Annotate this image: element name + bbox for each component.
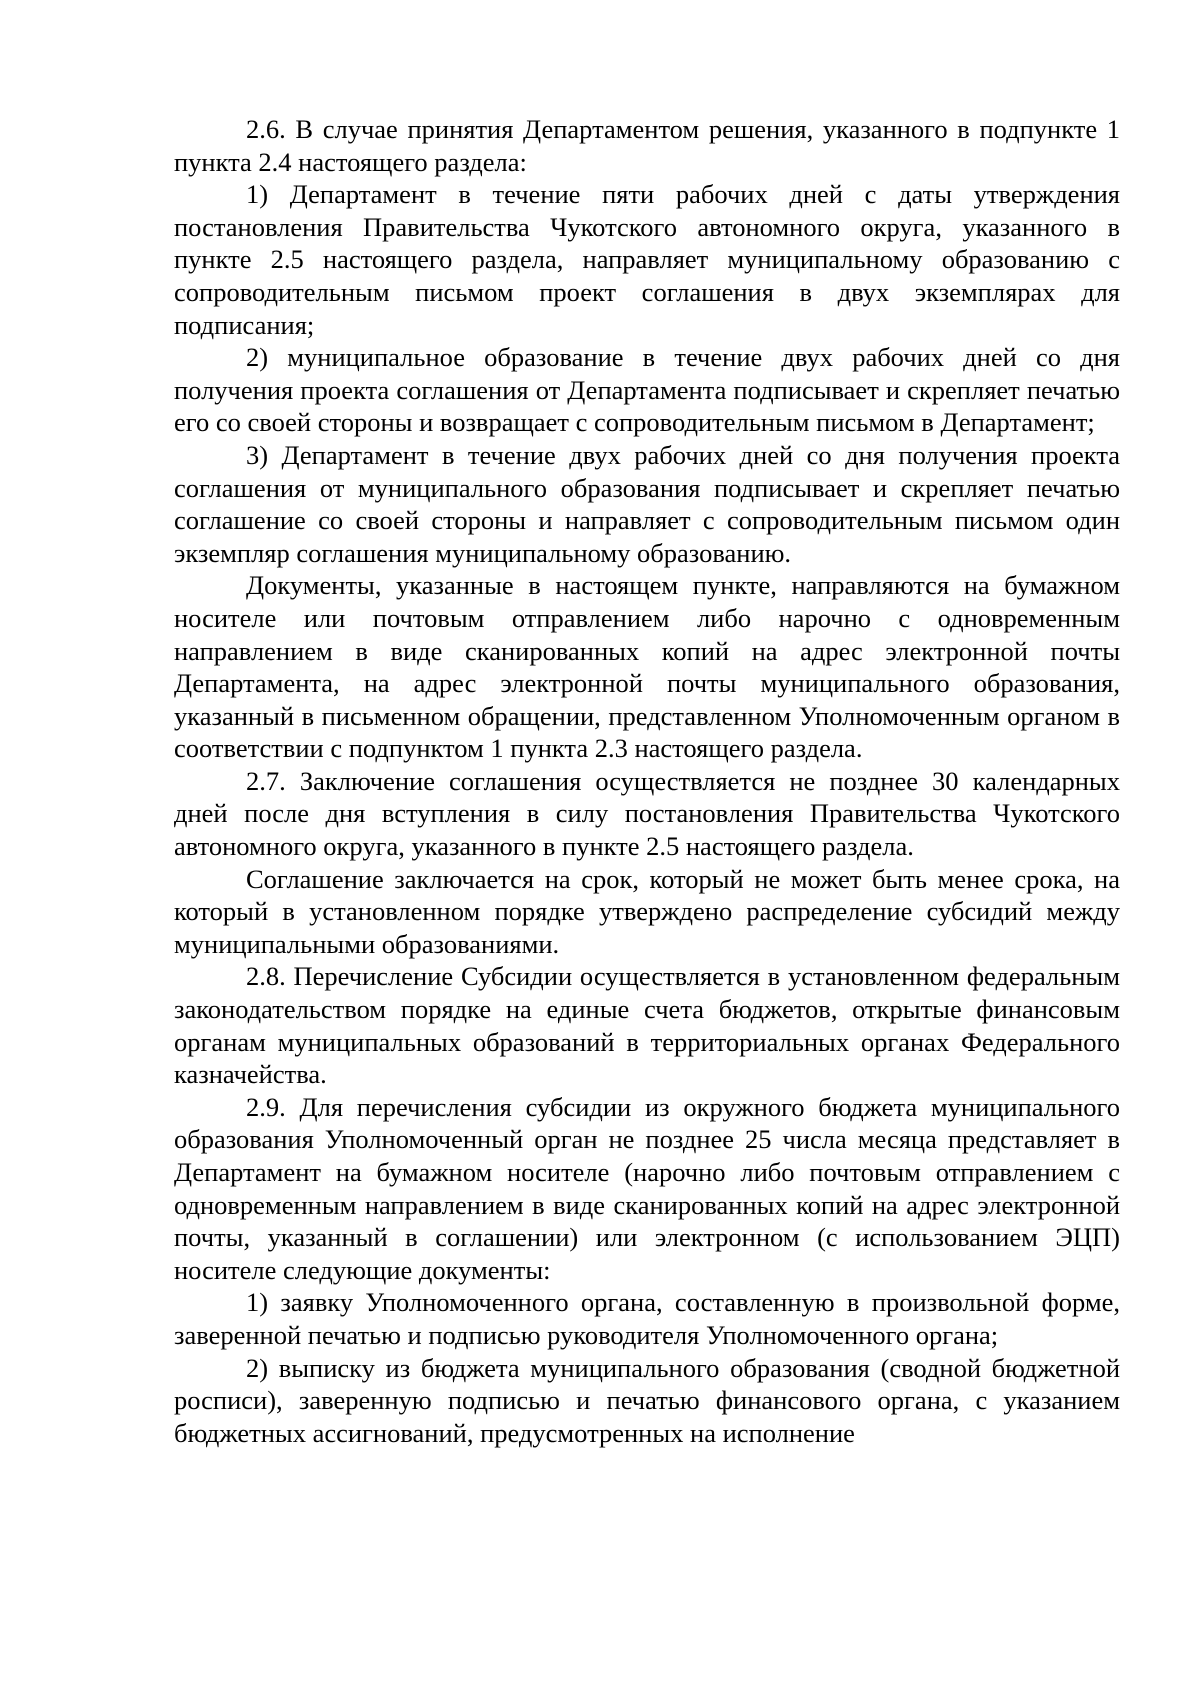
paragraph-2-9-item-1: 1) заявку Уполномоченного органа, составленную в произвольной форме, заверенной печатью и подписью руководителя Уполномоченного органа; xyxy=(174,1287,1120,1350)
paragraph-2-6-item-2: 2) муниципальное образование в течение двух рабочих дней со дня получения проекта соглашения от Департамента подписывает и скрепляет печатью его со своей стороны и возвращает с сопроводительным письмом в Департамент; xyxy=(174,342,1120,438)
paragraph-2-7: 2.7. Заключение соглашения осуществляется не позднее 30 календарных дней после дня вступления в силу постановления Правительства Чукотского автономного округа, указанного в пункте 2.5 настоящего раздела. xyxy=(174,765,1120,862)
paragraph-agreement-term: Соглашение заключается на срок, который не может быть менее срока, на который в установленном порядке утверждено распределение субсидий между муниципальными образованиями. xyxy=(174,863,1120,959)
paragraph-2-6-item-3: 3) Департамент в течение двух рабочих дней со дня получения проекта соглашения от муниципального образования подписывает и скрепляет печатью соглашение со своей стороны и направляет с сопроводительным письмом один экземпляр соглашения муниципальному образованию. xyxy=(174,439,1120,568)
paragraph-2-8: 2.8. Перечисление Субсидии осуществляется в установленном федеральным законодательством порядке на единые счета бюджетов, открытые финансовым органам муниципальных образований в территориальных органах Федерального казначейства. xyxy=(174,961,1120,1090)
paragraph-2-9-item-2: 2) выписку из бюджета муниципального образования (сводной бюджетной росписи), заверенную подписью и печатью финансового органа, с указанием бюджетных ассигнований, предусмотренных на исполнение xyxy=(174,1352,1120,1448)
paragraph-2-6-item-1: 1) Департамент в течение пяти рабочих дней с даты утверждения постановления Правительства Чукотского автономного округа, указанного в пункте 2.5 настоящего раздела, направляет муниципальному образованию с сопроводительным письмом проект соглашения в двух экземплярах для подписания; xyxy=(174,179,1120,340)
paragraph-documents-delivery: Документы, указанные в настоящем пункте, направляются на бумажном носителе или почтовым отправлением либо нарочно с одновременным направлением в виде сканированных копий на адрес электронной почты Департамента, на адрес электронной почты муниципального образования, указанный в письменном обращении, представленном Уполномоченным органом в соответствии с подпунктом 1 пункта 2.3 настоящего раздела. xyxy=(174,570,1120,764)
paragraph-2-9: 2.9. Для перечисления субсидии из окружного бюджета муниципального образования Уполномоченный орган не позднее 25 числа месяца представляет в Департамент на бумажном носителе (нарочно либо почтовым отправлением с одновременным направлением в виде сканированных копий на адрес электронной почты, указанный в соглашении) или электронном (с использованием ЭЦП) носителе следующие документы: xyxy=(174,1091,1120,1285)
document-page xyxy=(174,113,1120,1449)
paragraph-2-6: 2.6. В случае принятия Департаментом решения, указанного в подпункте 1 пункта 2.4 настоящего раздела: xyxy=(174,114,1120,177)
